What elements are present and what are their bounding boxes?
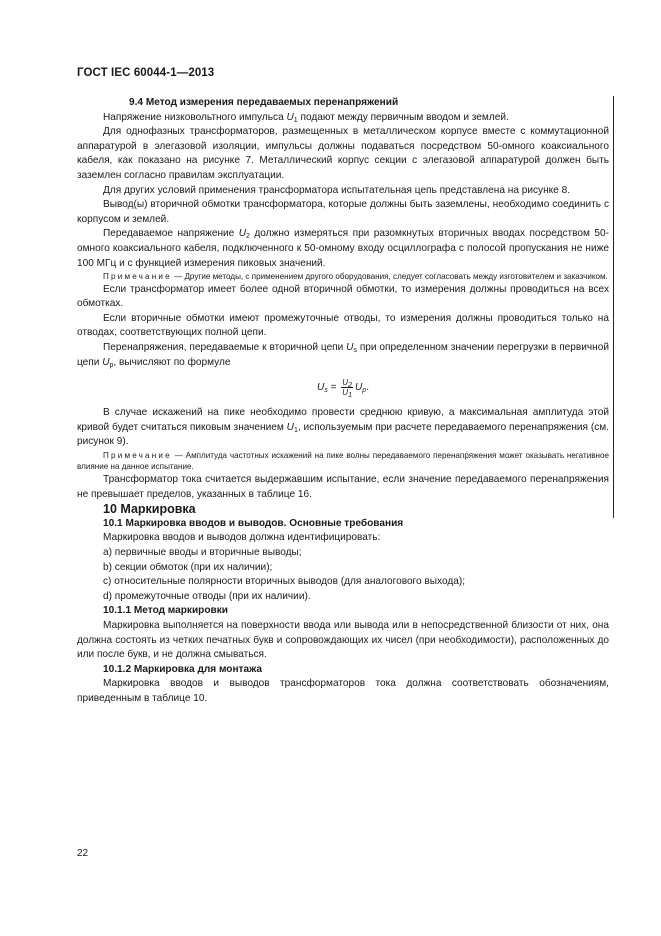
paragraph-marking-intro: Маркировка вводов и выводов должна идентифицировать: bbox=[103, 532, 381, 544]
note-1: Примечание — Другие методы, с применением другого оборудования, следует согласовать между изготовителем и заказчиком. bbox=[103, 272, 608, 282]
paragraph-secondary-terminals: Вывод(ы) вторичной обмотки трансформатора, которые должны быть заземлены, необходимо соединить с корпусом и землей. bbox=[77, 199, 609, 225]
section-10-1-title: 10.1 Маркировка вводов и выводов. Основные требования bbox=[103, 517, 404, 529]
paragraph-test-passed: Трансформатор тока считается выдержавшим испытание, если значение передаваемого перенапряжения не превышает пределов, указанных в таблице 16. bbox=[77, 473, 609, 500]
formula-fraction: $\frac{U_2}{U_1}$ bbox=[342, 378, 352, 400]
formula: $U_s$ = $\frac{U_2}{U_1}$ $U_p$. bbox=[316, 378, 369, 400]
paragraph-overvoltage-formula-intro: Перенапряжения, передаваемые к вторичной цепи $U_s$ при определенном значении перегрузки в первичной цепи $U_p$, вычисляют по формуле bbox=[77, 342, 609, 369]
list-item: a) первичные вводы и вторичные выводы; bbox=[103, 546, 302, 558]
section-10-1-1-title: 10.1.1 Метод маркировки bbox=[103, 605, 228, 617]
document-header: ГОСТ IEC 60044-1—2013 bbox=[77, 67, 215, 79]
marking-list bbox=[77, 546, 609, 604]
page-number: 22 bbox=[77, 848, 89, 859]
list-item: c) относительные полярности вторичных выводов (для аналогового выхода); bbox=[103, 576, 466, 588]
page-content bbox=[77, 96, 609, 706]
list-item: d) промежуточные отводы (при их наличии). bbox=[103, 590, 311, 602]
paragraph-single-phase: Для однофазных трансформаторов, размещенных в металлическом корпусе вместе с коммутационной аппаратурой в элегазовой изоляции, импульсы должны подаваться посредством 50-омного коаксиального кабеля, как показано на рисунке 7. Металлический корпус секции с элегазовой аппаратурой должен быть заземлен согласно правилам эксплуатации. bbox=[77, 126, 609, 181]
note-2: Примечание — Амплитуда частотных искажений на пике волны передаваемого перенапряжения может оказывать негативное влияние на данное испытание. bbox=[77, 450, 609, 472]
list-item: b) секции обмоток (при их наличии); bbox=[103, 561, 273, 573]
section-9-4-title: 9.4 Метод измерения передаваемых перенапряжений bbox=[129, 97, 399, 108]
section-10-title: 10 Маркировка bbox=[103, 502, 196, 517]
paragraph-multiple-windings: Если трансформатор имеет более одной вторичной обмотки, то измерения должны проводиться на всех обмотках. bbox=[77, 283, 609, 310]
paragraph-installation-marking: Маркировка вводов и выводов трансформаторов тока должна соответствовать обозначениям, приведенным в таблице 10. bbox=[77, 678, 609, 704]
paragraph-transmitted-voltage: Передаваемое напряжение $U_2$ должно измеряться при разомкнутых вторичных вводах посредством 50-омного коаксиального кабеля, подключенного к 50-омному входу осциллографа с полосой пропускания не ниже 100 МГц и с функцией измерения пиковых значений. bbox=[77, 228, 610, 269]
paragraph-taps: Если вторичные обмотки имеют промежуточные отводы, то измерения должны проводиться только на отводах, соответствующих полной цепи. bbox=[77, 312, 609, 339]
paragraph-impulse: Напряжение низковольтного импульса $U_1$ подают между первичным вводом и землей. bbox=[103, 111, 509, 124]
paragraph-peak-distortion: В случае искажений на пике необходимо провести среднюю кривую, а максимальная амплитуда этой кривой будет считаться пиковым значением $U_1$, используемым при расчете передаваемого перенапряжения (см. рисунок 9). bbox=[77, 407, 610, 448]
paragraph-other-conditions: Для других условий применения трансформатора испытательная цепь представлена на рисунке 8. bbox=[103, 184, 571, 196]
section-10-1-2-title: 10.1.2 Маркировка для монтажа bbox=[103, 663, 263, 675]
paragraph-marking-method: Маркировка выполняется на поверхности ввода или вывода или в непосредственной близости от них, она должна состоять из четких печатных букв и сопровождающих их чисел (при необходимости), расположенных до или после букв, и не должна смываться. bbox=[77, 619, 609, 661]
revision-bar bbox=[613, 96, 614, 518]
